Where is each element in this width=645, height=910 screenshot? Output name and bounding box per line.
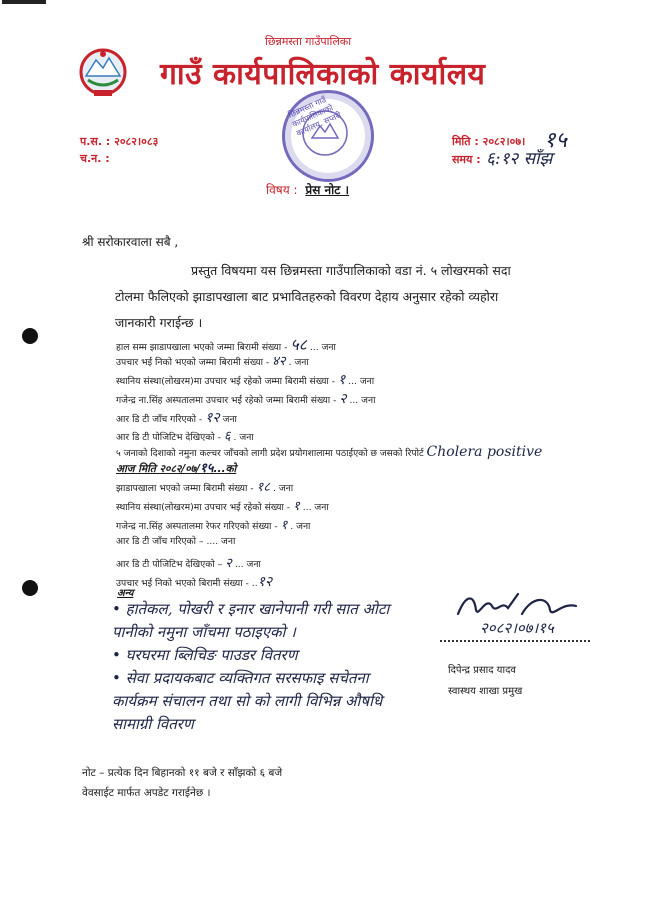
today-row: उपचार भई निको भएको बिरामी संख्या - ..१२ [116, 574, 273, 590]
handwritten-note: • सेवा प्रदायकबाट व्यक्तिगत सरसफाइ सचेतना कार्यक्रम संचालन तथा सो को लागी विभिन्न औषधि सामाग्री वितरण [112, 669, 383, 733]
subject-text: प्रेस नोट । [305, 183, 350, 197]
summary-row: गजेन्द्र ना.सिंह अस्पतालमा उपचार भई रहेको जम्मा बिरामी संख्या - २ ... जना [116, 391, 376, 407]
today-heading: आज मिति २०८२/०७/१५...को [116, 461, 237, 476]
punch-hole-bottom [22, 580, 38, 596]
today-row: आर डि टी पोजिटिभ देखिएको – २ ... जना [116, 556, 261, 571]
summary-row: आर डि टी पोजिटिभ देखिएको - ६ . जना [116, 429, 254, 444]
other-notes [112, 598, 402, 736]
today-row: स्थानिय संस्था(लोखरम)मा उपचार भई रहेको संख्या - १ ... जना [116, 499, 329, 514]
corner-mark [2, 0, 46, 4]
time-handwritten: ६:१२ साँझ [486, 149, 553, 169]
summary-list [116, 333, 542, 464]
other-heading: अन्य [117, 588, 134, 599]
summary-row: स्थानिय संस्था(लोखरम)मा उपचार भई रहेको जम्मा बिरामी संख्या - १ ... जना [116, 372, 375, 388]
signatory-designation: स्वास्थय शाखा प्रमुख [448, 686, 523, 697]
signatory-name: दिपेन्द्र प्रसाद यादव [448, 665, 516, 676]
time-label: समय : [452, 153, 481, 166]
today-row: गजेन्द्र ना.सिंह अस्पतालमा रेफर गरिएको संख्या - १ . जना [116, 518, 311, 533]
footnote-line-2: वेवसाईट मार्फत अपडेट गराईनेछ । [82, 787, 211, 799]
today-list [116, 477, 329, 591]
handwritten-note: • घरघरमा ब्लिचिङ पाउडर वितरण [112, 646, 298, 664]
today-row: आर डि टी जाँच गरिएको – .... जना [116, 536, 236, 547]
salutation: श्री सरोकारवाला सबै , [82, 235, 179, 249]
stamp-text: छिन्नमस्ता गाउँ कार्यपालिकाको कार्यालय, सप्तरी [286, 95, 343, 139]
summary-row: उपचार भई निको भएको जम्मा बिरामी संख्या - ४२ . जना [116, 354, 309, 369]
municipality-name: छिन्नमस्ता गाउँपालिका [265, 35, 352, 48]
patra-sankhya: प.स. : २०८२।०८३ [80, 135, 159, 148]
nepal-emblem-logo [78, 46, 128, 100]
summary-row: हाल सम्म झाडापखाला भएको जम्मा बिरामी संख्या - ५८ ... जना [116, 335, 336, 354]
signature-rule [440, 640, 590, 642]
punch-hole-top [22, 328, 38, 344]
today-row: झाडापखाला भएको जम्मा बिरामी संख्या - १८ . जना [116, 480, 294, 495]
signature-date: २०८२।०७।१५ [480, 619, 554, 637]
subject-label: विषय : [266, 183, 298, 197]
date-label: मिति : २०८२।०७। [452, 135, 526, 148]
subject-line [266, 181, 349, 198]
footnote-line-1: नोट – प्रत्येक दिन बिहानको ११ बजे र साँझको ६ बजे [82, 767, 283, 779]
office-title: गाउँ कार्यपालिकाको कार्यालय [160, 57, 486, 92]
summary-row: आर डि टी जाँच गरिएको - १२ जना [116, 410, 237, 426]
date-handwritten: १५ [544, 128, 567, 153]
intro-paragraph: प्रस्तुत विषयमा यस छिन्नमस्ता गाउँपालिकाको वडा नं. ५ लोखरमको सदा टोलमा फैलिएको झाडापखाला बाट प्रभावितहरुको विवरण देहाय अनुसार रहेको व्यहोरा जानकारी गराईन्छ । [115, 263, 511, 330]
handwritten-note: • हातेकल, पोखरी र इनार खानेपानी गरी सात ओटा पानीको नमुना जाँचमा पठाइएको । [112, 600, 390, 641]
lab-report-line: ५ जनाको दिशाको नमुना कल्चर जाँचको लागी प्रदेश प्रयोगशालामा पठाईएको छ जसको रिपोर्ट Cholera positive [116, 444, 543, 460]
chalani-number: च.न. : [80, 152, 110, 165]
